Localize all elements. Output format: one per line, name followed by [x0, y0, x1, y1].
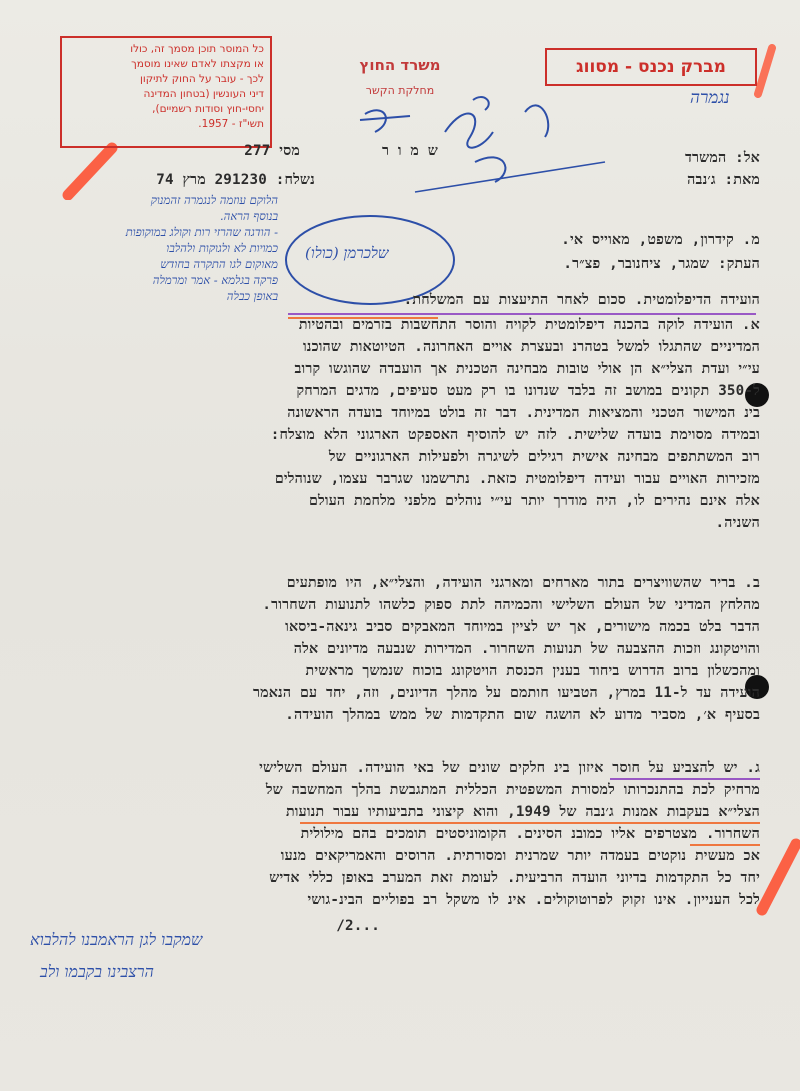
text-line: השחרור. מצטרפים אליו כמובנ הסינים. הקומוניסטים תומכים בהם מילולית: [300, 826, 760, 842]
note-line: פרקה בגלמא - אמר ומרמלה: [152, 273, 278, 287]
paragraph-g: [30, 757, 760, 911]
text-line: בסעיף א׳, מסביר מדוע לא הושגה שום התקדמות של ממש במהלך הועידה.: [285, 707, 760, 723]
text-line: ב. בריר שהשוויצרים בתור מארחים ומארגני הועידה, והצלי״א, היו מופתעים: [286, 575, 760, 591]
note-line: מאוקום לגו התקרה בחודש: [160, 257, 278, 271]
text-line: הדבר בלט בכמה מישורים, אך יש לציין במיוחד המאבקים סביב גינאה-ביסאו: [285, 619, 760, 635]
continuation-marker: ...2/: [336, 918, 380, 934]
stamp-line: כל המוסר תוכן מסמך זה, כולו: [130, 43, 264, 55]
text-line: ג. יש להצביע על חוסר איזון בינ חלקים שונים של באי הועידה. העולם השלישי: [259, 760, 760, 776]
text-line: אכ מעשית נוקטים בעמדה יותר שמרנית ומסורתית. הרוסים והאמריקאים מנעו: [280, 848, 760, 864]
text-line: מרחיק לכת בהתנכרותו למסורת המשפטית הכללית המתגבשת בהלך המחשבה של: [265, 782, 760, 798]
highlight-underline: [610, 778, 760, 780]
paragraph-b: [30, 572, 760, 726]
doc-number: מסי 277: [244, 143, 300, 159]
text-line: המדיניים שהתגלו למשל בטהרנ ובעצרת אויים האחרונה. הטיוטאות שהוכנו: [302, 339, 760, 355]
stamp-line: יחסי-חוץ וסודות רשמיים),: [152, 103, 264, 115]
circled-handwritten-note: שלכרמן (כולו): [305, 244, 389, 262]
highlight-underline: [690, 844, 760, 846]
secret-label: ש מ ו ר: [381, 143, 439, 159]
department-name: מחלקת הקשר: [365, 84, 435, 97]
handwritten-footer-note: שמקבו לגן הראמבנו להלבוא: [30, 930, 203, 949]
classification-stamp: מברק נכנס - מסווג: [545, 48, 757, 86]
text-line: מהלחץ המדיני של העולם השלישי והכמיהה לתת ספוק כלשהו לתנועות השחרור.: [262, 597, 760, 613]
stamp-line: לכך - עובר על החוק לתיקון: [139, 73, 264, 85]
text-line: א. הועידה לוקה בהכנה דיפלומטית לקויה והוסר התחשבות בזרמים ובהטיות: [298, 317, 760, 333]
text-line: ל-350 תקונים במושב זה בלבד שנדונו בו רק מעט סעיפים, מדגים המרחק: [296, 383, 760, 399]
ministry-name: משרד החוץ: [359, 56, 441, 74]
text-line: ובמידה מסוימת בועדה שלישית. לזה יש להוסיף האספקט הארגוני הלא מוצלח:: [270, 427, 760, 443]
note-line: כמויות לא ולגוקות ולהלבו: [166, 241, 278, 255]
handwritten-note: נגמרה: [690, 88, 730, 108]
text-line: הועידה עד ל-11 במרץ, הטביעו חותמם על מהלך הדיונים, וזה, יחד עם הנאמר: [252, 685, 760, 701]
text-line: אלה אינם נהירים לו, היה מודרך יותר עי״י נוהלים מלפני מלחמת העולם: [308, 493, 760, 509]
sender: מאת: ג׳נבה: [687, 172, 760, 188]
text-line: והויטקונג וזכות ההצבעה של תנועות השחרור. המדירות שנבעה מדיונים אלה: [293, 641, 760, 657]
ministry-letterhead: [330, 56, 470, 97]
note-line: הלוקם עוזמה לנגמרה זהמנוק: [150, 193, 278, 207]
stamp-line: או מקצתו לאדם שאינו מוסמך: [131, 58, 264, 70]
paragraph-a: [30, 314, 760, 534]
addressee: אל: המשרד: [684, 150, 760, 166]
stamp-line: תשי"ז - 1957.: [198, 118, 264, 130]
text-line: ומהכשלון ברוב הדרוש ביחוד בענין הכנסת הויטקונג בוכוח שנמשך מראשית: [305, 663, 760, 679]
sent-timestamp: נשלח: 291230 מרץ 74: [156, 172, 315, 188]
legal-notice-stamp: [60, 36, 272, 148]
text-line: רוב המשתתפים מבחינה אישית רגילים לשיגרה ולפעילות הארגוניים של: [328, 449, 760, 465]
handwritten-footer-note: הרצבינו בקבמו ולב: [40, 962, 154, 981]
text-line: יחד כל התקדמות בדיוני הועדה הרביעית. לעומת זאת המערב באופן כללי אדיש: [269, 870, 760, 886]
note-line: - הודגה שהרזי רות וקולג במוקופות: [125, 225, 278, 239]
text-line: הצלי״א בעקבות אמנות ג׳נבה של 1949, והוא קיצוני בתביעותיו עבור תנועות: [285, 804, 760, 820]
text-line: עי״י ועדת הצלי״א הן אולי טובות מבחינה הטכנית אך הועבדה שהוגשו קרוב: [294, 361, 760, 377]
text-line: לכל הענייון. אינו זקוק לפרוטוקולים. אינ לו משקל רב בפוליים הבינ-גושי: [307, 892, 760, 908]
red-marker-stroke: [60, 140, 120, 200]
text-line: בינ המישור הטכני והמציאות המדינית. דבר זה בולט במיוחד בועדה הראשונה: [287, 405, 760, 421]
text-line: השניה.: [715, 515, 760, 531]
note-line: באופן כבלה: [226, 289, 278, 303]
body-intro: הועידה הדיפלומטית. סכום לאחר התיעצות עם המשלחת.: [403, 292, 760, 308]
stamp-line: דיני העונשין (בטחון המדינה: [143, 88, 264, 100]
note-line: בנוסף הראה.: [219, 209, 278, 223]
highlight-underline: [300, 822, 760, 824]
handwritten-side-note: [125, 192, 278, 304]
text-line: מזכירות האויים עבור ועידה דיפלומטית כזאת. נתרשמנו שגרבר עצמו, שנוהלים: [274, 471, 760, 487]
copy-to-line: העתק: שמגר, ציחנובר, פצ״ר.: [563, 256, 760, 272]
recipients-line: מ. קידרון, משפט, מאוייס אי.: [561, 232, 760, 248]
